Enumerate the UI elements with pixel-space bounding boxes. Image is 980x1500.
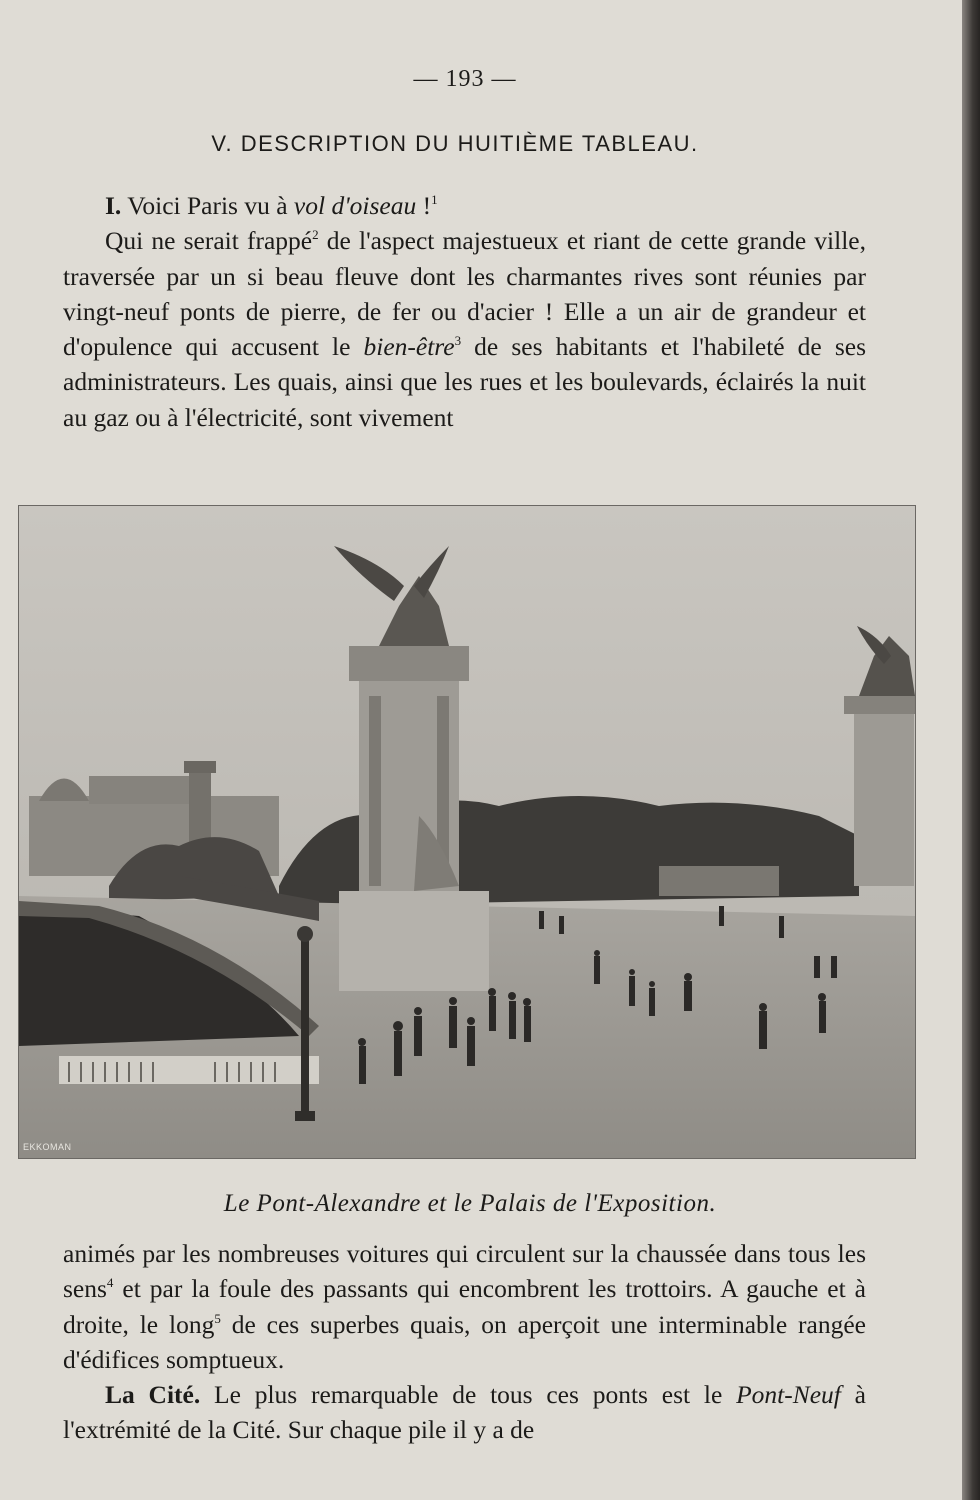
paragraph-cite bbox=[63, 1377, 866, 1448]
cite-label: La Cité. bbox=[105, 1380, 201, 1410]
footnote-ref-5: 5 bbox=[214, 1310, 221, 1326]
paragraph-intro bbox=[63, 188, 866, 223]
section-heading: V. DESCRIPTION DU HUITIÈME TABLEAU. bbox=[211, 131, 699, 156]
intro-text: Voici Paris vu à bbox=[127, 191, 294, 220]
description-text-a: Qui ne serait frappé bbox=[105, 226, 313, 256]
paragraph-continuation bbox=[63, 1236, 866, 1377]
description-text-c: de ses habitants et l'habileté de ses administrateurs. Les quais, ainsi que les rues et les boulevards, éclairés la nuit au gaz ou à l'électricité, sont vivement bbox=[63, 332, 867, 432]
bridge-photograph bbox=[18, 505, 916, 1159]
continuation-text-a: animés par les nombreuses voitures qui circulent sur la chaussée dans tous les sens bbox=[63, 1239, 866, 1304]
paragraph-description bbox=[63, 223, 866, 435]
balustrade-front bbox=[59, 1056, 319, 1084]
carriages bbox=[659, 866, 779, 896]
continuation-text-c: de ces superbes quais, on aperçoit une interminable rangée d'édifices somptueux. bbox=[63, 1309, 866, 1374]
figure-caption: Le Pont-Alexandre et le Palais de l'Exposition. bbox=[223, 1190, 717, 1217]
footnote-ref-2: 2 bbox=[312, 227, 319, 243]
photo-illustration bbox=[19, 506, 915, 1158]
book-spine-edge bbox=[962, 0, 980, 1500]
cite-italic: Pont-Neuf bbox=[736, 1380, 841, 1410]
description-text-b: de l'aspect majestueux et riant de cette grande ville, traversée par un si beau fleuve dont les charmantes rives sont réunies par vingt-neuf ponts de pierre, de fer ou d'acier ! Elle a un air de grandeur et d'opulence qui accusent le bbox=[63, 226, 866, 362]
footnote-ref-1: 1 bbox=[431, 192, 438, 207]
intro-end: ! bbox=[416, 191, 432, 220]
description-italic: bien-être bbox=[363, 332, 455, 362]
photo-credit: EKKOMAN bbox=[23, 1142, 72, 1152]
cite-text-a: Le plus remarquable de tous ces ponts est le bbox=[200, 1380, 737, 1410]
body-text-bottom bbox=[63, 1236, 866, 1448]
continuation-text-b: et par la foule des passants qui encombrent les trottoirs. A gauche et à droite, le long bbox=[63, 1274, 866, 1339]
footnote-ref-3: 3 bbox=[454, 333, 462, 349]
section-numeral: I. bbox=[105, 191, 122, 220]
page-number: — 193 — bbox=[413, 66, 517, 92]
cite-text-b: à l'extrémité de la Cité. Sur chaque pile il y a de bbox=[63, 1380, 866, 1445]
intro-italic: vol d'oiseau bbox=[293, 191, 417, 220]
body-text-top bbox=[63, 188, 866, 435]
footnote-ref-4: 4 bbox=[106, 1275, 114, 1291]
